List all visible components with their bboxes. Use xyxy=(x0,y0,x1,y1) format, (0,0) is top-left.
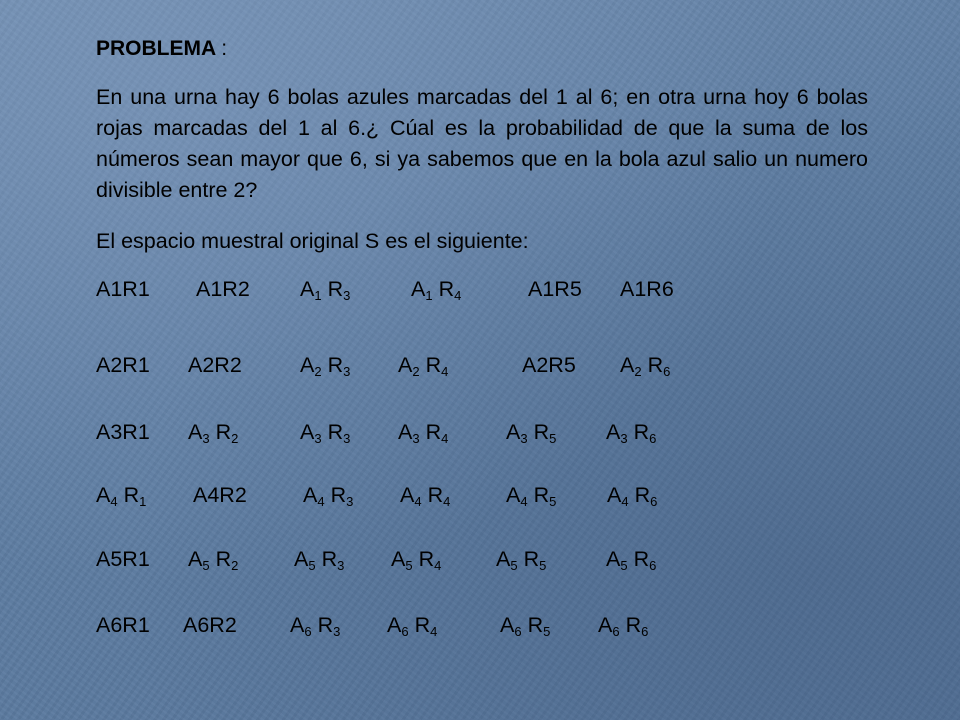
sample-outcome: $A_2$ $R_6$ xyxy=(620,353,671,379)
sample-outcome: $A_3$ $R_5$ xyxy=(506,420,557,446)
sample-outcome: $A_2$ $R_3$ xyxy=(300,353,351,379)
sample-outcome: $A_3$ $R_4$ xyxy=(398,420,449,446)
sample-outcome: $A_5$ $R_2$ xyxy=(188,547,239,573)
problem-heading xyxy=(96,37,227,61)
sample-outcome: A2R5 xyxy=(522,353,576,377)
heading-colon: : xyxy=(221,37,228,60)
sample-outcome: A6R1 xyxy=(96,613,150,637)
sample-outcome: $A_5$ $R_6$ xyxy=(606,547,657,573)
sample-outcome: A1R6 xyxy=(620,277,674,301)
sample-outcome: A3R1 xyxy=(96,420,150,444)
problem-statement: En una urna hay 6 bolas azules marcadas del 1 al 6; en otra urna hoy 6 bolas rojas marcadas del 1 al 6.¿ Cúal es la probabilidad de que la suma de los números sean mayor que 6, si ya sabemos que en la bola azul salio un numero divisible entre 2? xyxy=(96,85,868,202)
sample-outcome: $A_5$ $R_5$ xyxy=(496,547,547,573)
sample-outcome: $A_4$ $R_6$ xyxy=(607,483,658,509)
sample-outcome: A6R2 xyxy=(183,613,237,637)
sample-outcome: A1R2 xyxy=(196,277,250,301)
sample-outcome: $A_4$ $R_4$ xyxy=(400,483,451,509)
sample-outcome: $A_1$ $R_4$ xyxy=(411,277,462,303)
sample-outcome: $A_3$ $R_2$ xyxy=(188,420,239,446)
sample-outcome: $A_5$ $R_4$ xyxy=(391,547,442,573)
sample-outcome: A1R5 xyxy=(528,277,582,301)
sample-outcome: A1R1 xyxy=(96,277,150,301)
sample-outcome: $A_1$ $R_3$ xyxy=(300,277,351,303)
sample-outcome: A4R2 xyxy=(193,483,247,507)
sample-outcome: $A_6$ $R_5$ xyxy=(500,613,551,639)
sample-space-intro: El espacio muestral original S es el siguiente: xyxy=(96,229,529,253)
sample-outcome: $A_3$ $R_3$ xyxy=(300,420,351,446)
sample-outcome: $A_2$ $R_4$ xyxy=(398,353,449,379)
sample-outcome: A5R1 xyxy=(96,547,150,571)
sample-outcome: $A_4$ $R_3$ xyxy=(303,483,354,509)
sample-outcome: $A_3$ $R_6$ xyxy=(606,420,657,446)
sample-outcome: $A_4$ $R_5$ xyxy=(506,483,557,509)
sample-outcome: $A_6$ $R_6$ xyxy=(598,613,649,639)
sample-outcome: $A_6$ $R_4$ xyxy=(387,613,438,639)
sample-outcome: $A_5$ $R_3$ xyxy=(294,547,345,573)
sample-outcome: A2R2 xyxy=(188,353,242,377)
sample-outcome: A2R1 xyxy=(96,353,150,377)
heading-label: PROBLEMA xyxy=(96,37,216,60)
sample-outcome: $A_6$ $R_3$ xyxy=(290,613,341,639)
sample-outcome: $A_4$ $R_1$ xyxy=(96,483,147,509)
